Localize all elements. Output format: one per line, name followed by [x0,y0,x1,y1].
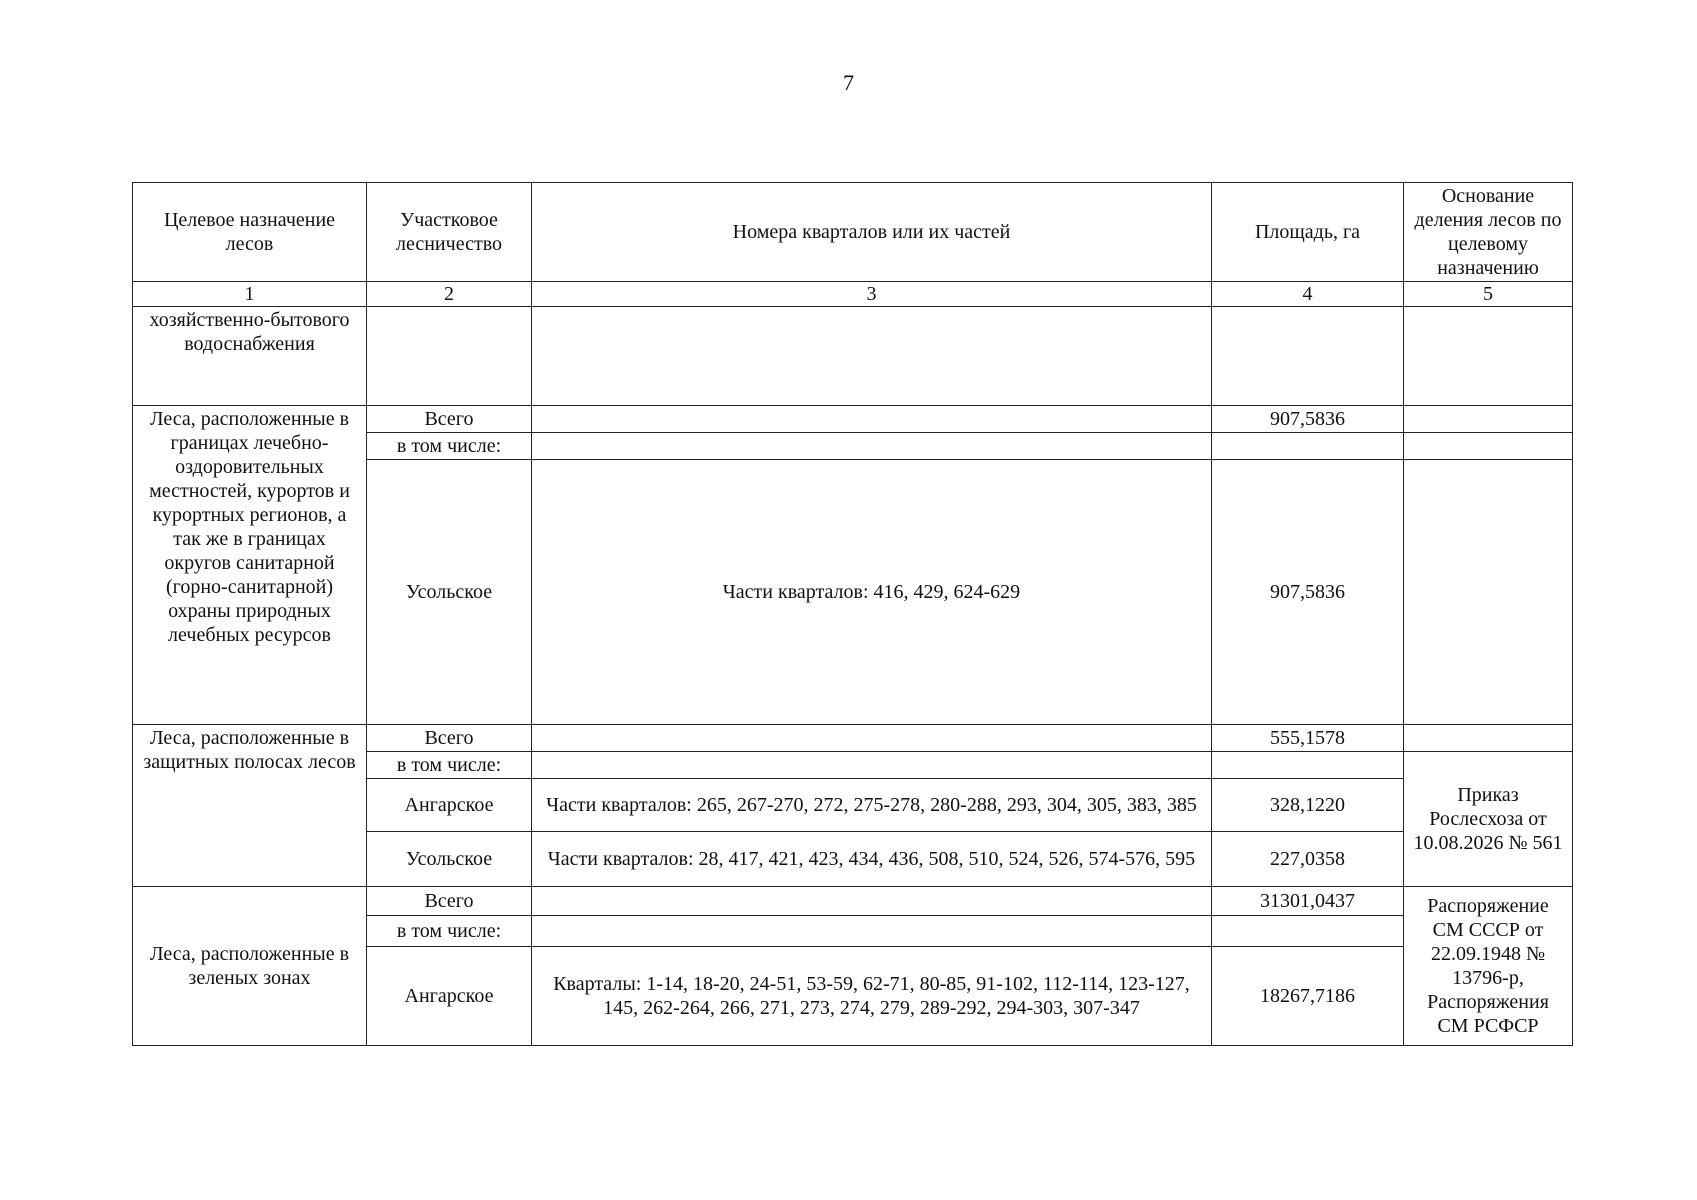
column-number-row [133,282,1573,307]
empty-cell [1212,752,1404,779]
column-number: 4 [1212,282,1404,307]
empty-cell [532,752,1212,779]
forestry-cell: Ангарское [367,779,532,832]
header-basis: Основание деления лесов по целевому назначению [1404,183,1573,282]
forestry-cell: Усольское [367,832,532,887]
header-forestry: Участковое лесничество [367,183,532,282]
total-label: Всего [367,406,532,433]
group-total-row [133,887,1573,916]
area-cell: 227,0358 [1212,832,1404,887]
total-label: Всего [367,887,532,916]
empty-cell [367,307,532,406]
quarters-cell: Части кварталов: 265, 267-270, 272, 275-278, 280-288, 293, 304, 305, 383, 385 [532,779,1212,832]
empty-cell [1404,725,1573,752]
header-quarters: Номера кварталов или их частей [532,183,1212,282]
basis-cell [1404,406,1573,433]
group-total-row [133,725,1573,752]
empty-cell [1212,916,1404,947]
empty-cell [532,433,1212,460]
total-label: Всего [367,725,532,752]
area-cell: 18267,7186 [1212,947,1404,1046]
column-number: 2 [367,282,532,307]
table-header-row [133,183,1573,282]
purpose-cell: Леса, расположенные в границах лечебно-оздоровительных местностей, курортов и курортных регионов, а так же в границах округов санитарной (горно-санитарной) охраны природных лечебных ресурсов [133,406,367,725]
empty-cell [532,916,1212,947]
quarters-cell: Части кварталов: 416, 429, 624-629 [532,460,1212,725]
header-area: Площадь, га [1212,183,1404,282]
header-purpose: Целевое назначение лесов [133,183,367,282]
basis-cell: Распоряжение СМ СССР от 22.09.1948 № 13796-р, Распоряжения СМ РСФСР [1404,887,1573,1046]
empty-cell [1404,460,1573,725]
empty-cell [1404,433,1573,460]
forestry-cell: Ангарское [367,947,532,1046]
empty-cell [532,307,1212,406]
group-total-row [133,406,1573,433]
column-number: 3 [532,282,1212,307]
total-area: 555,1578 [1212,725,1404,752]
total-area: 31301,0437 [1212,887,1404,916]
page-number: 7 [843,70,854,95]
quarters-cell: Кварталы: 1-14, 18-20, 24-51, 53-59, 62-71, 80-85, 91-102, 112-114, 123-127, 145, 262-264, 266, 271, 273, 274, 279, 289-292, 294-303, 307-347 [532,947,1212,1046]
empty-cell [532,887,1212,916]
basis-cell: Приказ Рослесхоза от 10.08.2026 № 561 [1404,752,1573,887]
empty-cell [532,725,1212,752]
including-label: в том числе: [367,433,532,460]
column-number: 1 [133,282,367,307]
quarters-cell: Части кварталов: 28, 417, 421, 423, 434, 436, 508, 510, 524, 526, 574-576, 595 [532,832,1212,887]
table-row [133,307,1573,406]
forest-purpose-table [132,182,1573,1046]
purpose-cell: Леса, расположенные в зеленых зонах [133,887,367,1046]
empty-cell [532,406,1212,433]
including-label: в том числе: [367,752,532,779]
empty-cell [1404,307,1573,406]
column-number: 5 [1404,282,1573,307]
purpose-cell: Леса, расположенные в защитных полосах лесов [133,725,367,887]
total-area: 907,5836 [1212,406,1404,433]
continuation-purpose: хозяйственно-бытового водоснабжения [133,307,367,406]
area-cell: 328,1220 [1212,779,1404,832]
including-label: в том числе: [367,916,532,947]
area-cell: 907,5836 [1212,460,1404,725]
empty-cell [1212,307,1404,406]
empty-cell [1212,433,1404,460]
forestry-cell: Усольское [367,460,532,725]
